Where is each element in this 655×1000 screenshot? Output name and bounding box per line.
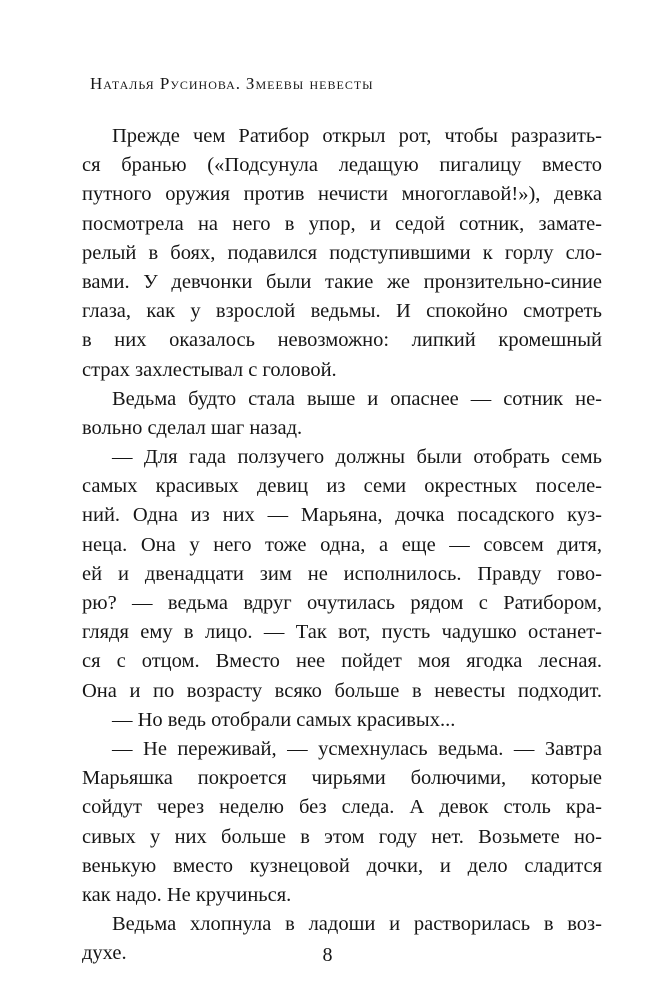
- text-line: релый в боях, подавился подступившими к горлу сло-: [82, 241, 602, 264]
- text-line: самых красивых девиц из семи окрестных поселе-: [82, 475, 602, 498]
- text-line: ей и двенадцати зим не исполнилось. Правду гово-: [82, 562, 602, 585]
- text-line: Она и по возрасту всяко больше в невесты подходит.: [82, 679, 602, 702]
- running-head: [90, 74, 374, 94]
- text-line: вами. У девчонки были такие же пронзительно-синие: [82, 270, 602, 293]
- text-line: ся бранью («Подсунула ледащую пигалицу вместо: [82, 154, 602, 177]
- text-line: Ведьма будто стала выше и опаснее — сотник не-: [112, 387, 602, 410]
- text-line: ний. Одна из них — Марьяна, дочка посадского куз-: [82, 504, 602, 527]
- header-title: Змеевы невесты: [245, 74, 374, 93]
- page-number: 8: [322, 944, 333, 966]
- text-line: в них оказалось невозможно: липкий кромешный: [82, 329, 602, 352]
- text-line: — Но ведь отобрали самых красивых...: [112, 708, 456, 731]
- text-line: рю? — ведьма вдруг очутилась рядом с Ратибором,: [82, 592, 602, 614]
- text-line: Марьяшка покроется чирьями болючими, которые: [82, 767, 602, 790]
- text-line: Прежде чем Ратибор открыл рот, чтобы разразить-: [112, 125, 602, 147]
- text-line: духе.: [82, 942, 127, 965]
- text-line: сивых у них больше в этом году нет. Возьмете но-: [82, 825, 602, 848]
- text-line: как надо. Не кручинься.: [82, 883, 292, 906]
- text-line: сойдут через неделю без следа. А девок столь кра-: [82, 796, 602, 819]
- text-line: Ведьма хлопнула в ладоши и растворилась в воз-: [112, 913, 602, 936]
- text-line: неца. Она у него тоже одна, а еще — совсем дитя,: [82, 533, 602, 556]
- text-line: — Не переживай, — усмехнулась ведьма. — Завтра: [112, 737, 602, 760]
- text-line: путного оружия против нечисти многоглавой!»), девка: [82, 183, 602, 206]
- text-line: глядя ему в лицо. — Так вот, пусть чадушко останет-: [82, 621, 602, 644]
- text-line: посмотрела на него в упор, и седой сотник, замате-: [82, 212, 602, 235]
- text-line: страх захлестывал с головой.: [82, 358, 337, 381]
- text-line: ся с отцом. Вместо нее пойдет моя ягодка лесная.: [82, 650, 602, 673]
- text-line: вольно сделал шаг назад.: [82, 416, 303, 439]
- header-author: Наталья Русинова.: [90, 74, 242, 93]
- text-line: венькую вместо кузнецовой дочки, и дело сладится: [82, 854, 602, 877]
- text-line: глаза, как у взрослой ведьмы. И спокойно смотреть: [82, 300, 602, 323]
- text-line: — Для гада ползучего должны были отобрать семь: [112, 446, 602, 469]
- body-text: [82, 122, 602, 968]
